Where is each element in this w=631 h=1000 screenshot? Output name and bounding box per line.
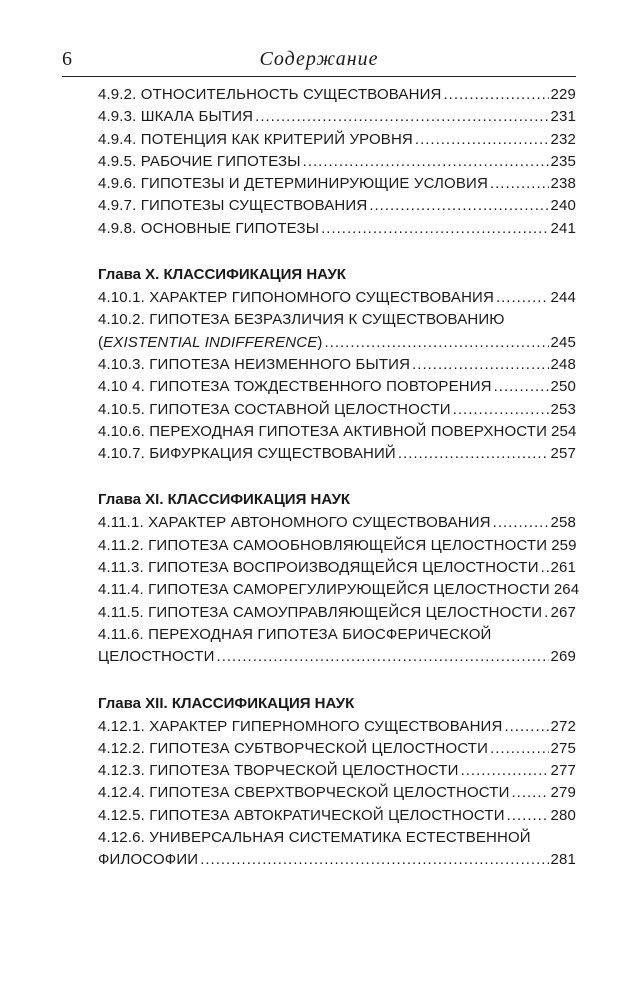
toc-entry[interactable] [98, 602, 576, 624]
entry-title: ХАРАКТЕР ГИПОНОМНОГО СУЩЕСТВОВАНИЯ [149, 289, 494, 307]
entry-page: 229 [550, 86, 576, 103]
toc-entry[interactable] [98, 421, 576, 443]
entry-page: 267 [550, 603, 576, 621]
entry-title: ГИПОТЕЗА СУБТВОРЧЕСКОЙ ЦЕЛОСТНОСТИ [149, 739, 489, 757]
toc-entry[interactable] [98, 218, 576, 240]
leader-dots [325, 332, 549, 354]
leader-dots [504, 716, 548, 738]
toc-entry[interactable] [98, 760, 576, 782]
entry-title: БИФУРКАЦИЯ СУЩЕСТВОВАНИЙ [149, 445, 396, 463]
entry-title: ХАРАКТЕР АВТОНОМНОГО СУЩЕСТВОВАНИЯ [148, 514, 491, 532]
entry-title: ПЕРЕХОДНАЯ ГИПОТЕЗА АКТИВНОЙ ПОВЕРХНОСТИ [149, 422, 548, 440]
entry-title: ЦЕЛОСТНОСТИ [98, 648, 215, 666]
entry-title: ГИПОТЕЗА БЕЗРАЗЛИЧИЯ К СУЩЕСТВОВАНИЮ [149, 311, 505, 329]
entry-title: ПЕРЕХОДНАЯ ГИПОТЕЗА БИОСФЕРИЧЕСКОЙ [148, 625, 492, 643]
leader-dots [544, 602, 548, 624]
entry-page: 253 [550, 400, 576, 418]
leader-dots [494, 376, 549, 398]
leader-dots [512, 782, 549, 804]
toc-entry[interactable] [98, 782, 576, 804]
entry-title: ГИПОТЕЗА САМОРЕГУЛИРУЮЩЕЙСЯ ЦЕЛОСТНОСТИ [148, 581, 550, 599]
entry-title: РАБОЧИЕ ГИПОТЕЗЫ [140, 152, 301, 170]
chapter-heading[interactable]: Глава XI. КЛАССИФИКАЦИЯ НАУК [98, 491, 351, 509]
toc-entry[interactable] [98, 84, 576, 106]
page-header [62, 48, 576, 76]
entry-page: 241 [550, 219, 576, 237]
toc-entry-continuation[interactable] [98, 646, 576, 668]
running-title: Содержание [259, 48, 379, 70]
entry-page: 272 [550, 717, 576, 735]
entry-page: 277 [550, 762, 576, 780]
entry-number: 4.9.6. [98, 175, 137, 193]
toc-entry[interactable] [98, 716, 576, 738]
entry-title: ГИПОТЕЗА САМООБНОВЛЯЮЩЕЙСЯ ЦЕЛОСТНОСТИ [148, 536, 548, 554]
leader-dots [412, 354, 548, 376]
toc-entry[interactable] [98, 738, 576, 760]
toc-entry[interactable] [98, 443, 576, 465]
entry-page: 245 [550, 333, 576, 351]
leader-dots [490, 173, 549, 195]
leader-dots [493, 512, 549, 534]
toc-entry[interactable] [98, 512, 576, 534]
entry-page: 250 [550, 378, 576, 396]
leader-dots [200, 849, 548, 871]
table-of-contents [98, 84, 580, 872]
entry-page: 257 [550, 445, 576, 463]
toc-entry[interactable] [98, 557, 576, 579]
entry-title: ГИПОТЕЗА НЕИЗМЕННОГО БЫТИЯ [149, 355, 411, 373]
leader-dots [398, 443, 549, 465]
entry-number: 4.12.3. [98, 762, 145, 780]
entry-number: 4.9.3. [98, 108, 137, 126]
entry-number: 4.9.7. [98, 197, 137, 215]
leader-dots [321, 218, 548, 240]
toc-entry[interactable] [98, 173, 576, 195]
leader-dots [217, 646, 549, 668]
entry-page: 232 [550, 130, 576, 148]
entry-page: 235 [550, 152, 576, 170]
toc-entry[interactable] [98, 129, 576, 151]
entry-title: ГИПОТЕЗА СВЕРХТВОРЧЕСКОЙ ЦЕЛОСТНОСТИ [149, 784, 510, 802]
entry-title: ГИПОТЕЗА АВТОКРАТИЧЕСКОЙ ЦЕЛОСТНОСТИ [149, 806, 505, 824]
entry-page: 279 [550, 784, 576, 802]
entry-title: ГИПОТЕЗА ВОСПРОИЗВОДЯЩЕЙСЯ ЦЕЛОСТНОСТИ [148, 559, 539, 577]
entry-title: ФИЛОСОФИИ [98, 851, 199, 869]
leader-dots [255, 106, 548, 128]
entry-page: 231 [550, 108, 576, 126]
entry-page: 264 [553, 581, 580, 599]
entry-page: 259 [551, 536, 577, 554]
entry-title: ГИПОТЕЗА САМОУПРАВЛЯЮЩЕЙСЯ ЦЕЛОСТНОСТИ [148, 603, 543, 621]
entry-number: 4.11.2. [98, 536, 144, 554]
toc-entry[interactable] [98, 376, 576, 398]
leader-dots [415, 129, 549, 151]
entry-number: 4.12.1. [98, 717, 145, 735]
leader-dots [507, 805, 549, 827]
leader-dots [490, 738, 548, 760]
entry-number: 4.9.5. [98, 152, 137, 170]
entry-title: ХАРАКТЕР ГИПЕРНОМНОГО СУЩЕСТВОВАНИЯ [149, 717, 503, 735]
entry-title: ШКАЛА БЫТИЯ [140, 108, 254, 126]
toc-entry[interactable] [98, 805, 576, 827]
leader-dots [461, 760, 549, 782]
entry-number: 4.11.6. [98, 625, 144, 643]
header-rule [62, 76, 576, 77]
leader-dots [541, 557, 549, 579]
toc-entry[interactable] [98, 354, 576, 376]
toc-entry[interactable] [98, 399, 576, 421]
entry-title-italic: EXISTENTIAL INDIFFERENCE [103, 333, 318, 351]
entry-number: 4.9.8. [98, 219, 137, 237]
toc-entry-first-line[interactable] [98, 827, 576, 849]
leader-dots [303, 151, 549, 173]
entry-page: 254 [551, 422, 577, 440]
entry-page: 261 [550, 559, 576, 577]
page-number: 6 [62, 48, 72, 70]
entry-page: 280 [550, 806, 576, 824]
toc-entry[interactable] [98, 195, 576, 217]
entry-number: 4.9.2. [98, 86, 137, 103]
chapter-heading[interactable]: Глава XII. КЛАССИФИКАЦИЯ НАУК [98, 694, 355, 712]
entry-number: 4.11.5. [98, 603, 144, 621]
entry-page: 258 [550, 514, 576, 532]
leader-dots [453, 399, 549, 421]
toc-entry[interactable] [98, 151, 576, 173]
entry-title: ГИПОТЕЗЫ СУЩЕСТВОВАНИЯ [140, 197, 368, 215]
entry-number: 4.10 4. [98, 378, 145, 396]
toc-entry-continuation[interactable] [98, 849, 576, 871]
entry-page: 248 [550, 355, 576, 373]
leader-dots [369, 195, 548, 217]
toc-entry-continuation[interactable] [98, 332, 576, 354]
entry-number: 4.12.5. [98, 806, 145, 824]
open-paren: ( [98, 333, 104, 351]
entry-number: 4.10.1. [98, 289, 145, 307]
entry-number: 4.10.7. [98, 445, 145, 463]
entry-number: 4.11.4. [98, 581, 144, 599]
entry-title: ГИПОТЕЗЫ И ДЕТЕРМИНИРУЮЩИЕ УСЛОВИЯ [140, 175, 488, 193]
entry-number: 4.9.4. [98, 130, 137, 148]
leader-dots [496, 287, 549, 309]
entry-page: 238 [550, 175, 576, 193]
entry-number: 4.12.2. [98, 739, 145, 757]
entry-title: ГИПОТЕЗА СОСТАВНОЙ ЦЕЛОСТНОСТИ [149, 400, 451, 418]
entry-number: 4.12.6. [98, 829, 145, 847]
entry-number: 4.11.1. [98, 514, 144, 532]
entry-page: 269 [550, 648, 576, 666]
chapter-heading[interactable]: Глава X. КЛАССИФИКАЦИЯ НАУК [98, 266, 346, 284]
toc-entry[interactable] [98, 535, 576, 557]
entry-title: ПОТЕНЦИЯ КАК КРИТЕРИЙ УРОВНЯ [140, 130, 413, 148]
entry-page: 244 [550, 289, 576, 307]
toc-entry[interactable] [98, 106, 576, 128]
entry-title: ГИПОТЕЗА ТВОРЧЕСКОЙ ЦЕЛОСТНОСТИ [149, 762, 459, 780]
entry-title: УНИВЕРСАЛЬНАЯ СИСТЕМАТИКА ЕСТЕСТВЕННОЙ [149, 829, 531, 847]
toc-entry-first-line[interactable] [98, 624, 576, 646]
entry-title: ГИПОТЕЗА ТОЖДЕСТВЕННОГО ПОВТОРЕНИЯ [149, 378, 492, 396]
entry-number: 4.12.4. [98, 784, 145, 802]
entry-page: 281 [550, 851, 576, 869]
toc-entry[interactable] [98, 287, 576, 309]
entry-number: 4.11.3. [98, 559, 144, 577]
entry-number: 4.10.2. [98, 311, 145, 329]
entry-number: 4.10.3. [98, 355, 145, 373]
toc-entry[interactable] [98, 579, 580, 601]
toc-entry-first-line[interactable] [98, 309, 576, 331]
close-paren: ) [317, 333, 323, 351]
entry-number: 4.10.5. [98, 400, 145, 418]
entry-page: 240 [550, 197, 576, 215]
entry-title: ОСНОВНЫЕ ГИПОТЕЗЫ [140, 219, 320, 237]
entry-page: 275 [550, 739, 576, 757]
leader-dots [443, 84, 548, 106]
entry-number: 4.10.6. [98, 422, 145, 440]
entry-title: ОТНОСИТЕЛЬНОСТЬ СУЩЕСТВОВАНИЯ [140, 86, 442, 103]
